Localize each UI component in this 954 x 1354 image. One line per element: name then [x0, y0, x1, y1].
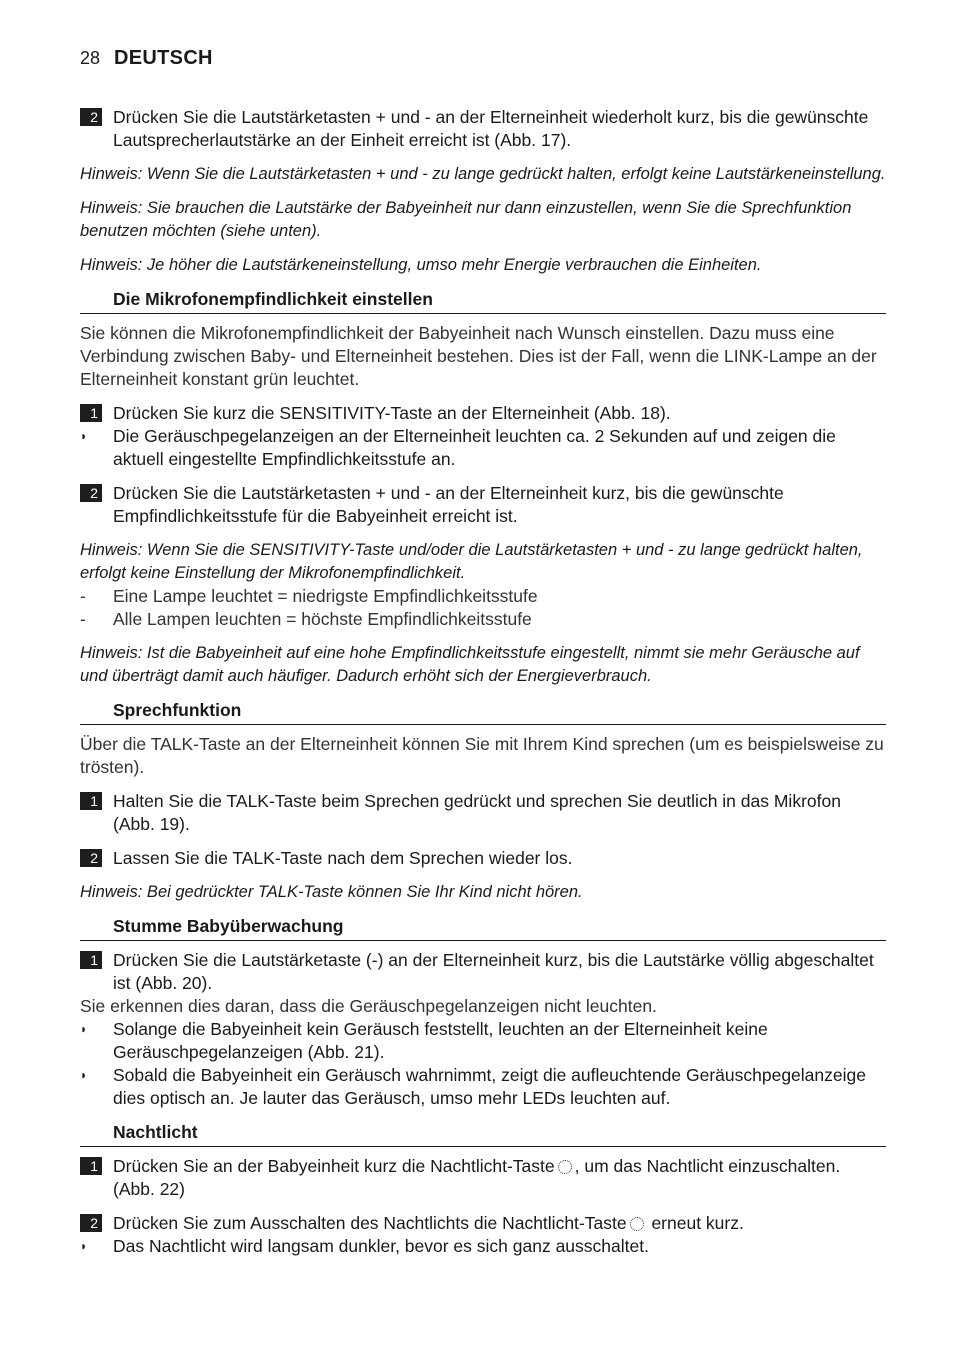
- step-number: 2: [80, 484, 102, 502]
- bullet-arrow-icon: ◗: [80, 429, 88, 443]
- note: Hinweis: Wenn Sie die Lautstärketasten + und - zu lange gedrückt halten, erfolgt keine Lautstärkeneinstellung.: [80, 165, 886, 183]
- section-intro: Sie können die Mikrofonempfindlichkeit der Babyeinheit nach Wunsch einstellen. Dazu muss eine Verbindung zwischen Baby- und Elterneinheit bestehen. Dies ist der Fall, wenn die LINK-Lampe an der Elterneinheit konstant grün leuchtet.: [80, 323, 877, 389]
- step-item: [80, 949, 886, 995]
- note: Hinweis: Bei gedrückter TALK-Taste können Sie Ihr Kind nicht hören.: [80, 883, 583, 901]
- bullet-arrow-icon: ◗: [80, 1022, 88, 1036]
- note: Hinweis: Ist die Babyeinheit auf eine hohe Empfindlichkeitsstufe eingestellt, nimmt sie mehr Geräusche auf und überträgt damit auch häufiger. Dadurch erhöht sich der Energieverbrauch.: [80, 644, 860, 685]
- dash-item: [80, 608, 886, 631]
- step-item: [80, 1212, 886, 1235]
- step-text-part: Drücken Sie zum Ausschalten des Nachtlichts die Nachtlicht-Taste: [113, 1213, 627, 1233]
- section-title-nachtlicht: Nachtlicht: [80, 1121, 886, 1147]
- page-number: 28: [80, 48, 101, 68]
- page-header: [80, 47, 213, 70]
- section-title-sprechfunktion: Sprechfunktion: [80, 699, 886, 725]
- dash-mark: -: [80, 586, 86, 606]
- bullet-arrow-icon: ◗: [80, 1239, 88, 1253]
- bullet-text: Sobald die Babyeinheit ein Geräusch wahrnimmt, zeigt die aufleuchtende Geräuschpegelanzeige dies optisch an. Je lauter das Geräusch, umso mehr LEDs leuchten auf.: [113, 1065, 866, 1108]
- step-item: [80, 847, 886, 870]
- bullet-item: [80, 1064, 886, 1110]
- step-text: [113, 1155, 886, 1201]
- note: Hinweis: Sie brauchen die Lautstärke der Babyeinheit nur dann einzustellen, wenn Sie die Sprechfunktion benutzen möchten (siehe unten).: [80, 199, 852, 240]
- step-item: [80, 790, 886, 836]
- note: Hinweis: Wenn Sie die SENSITIVITY-Taste und/oder die Lautstärketasten + und - zu lange gedrückt halten, erfolgt keine Einstellung der Mikrofonempfindlichkeit.: [80, 541, 863, 582]
- step-text-part: Drücken Sie an der Babyeinheit kurz die Nachtlicht-Taste: [113, 1156, 555, 1176]
- nightlight-icon: [558, 1160, 572, 1174]
- bullet-text: Die Geräuschpegelanzeigen an der Elterneinheit leuchten ca. 2 Sekunden auf und zeigen die aktuell eingestellte Empfindlichkeitsstufe an.: [113, 426, 836, 469]
- note: Hinweis: Je höher die Lautstärkeneinstellung, umso mehr Energie verbrauchen die Einheiten.: [80, 256, 762, 274]
- bullet-text: Das Nachtlicht wird langsam dunkler, bevor es sich ganz ausschaltet.: [113, 1236, 649, 1256]
- step-text: Drücken Sie die Lautstärketasten + und - an der Elterneinheit wiederholt kurz, bis die gewünschte Lautsprecherlautstärke an der Einheit erreicht ist (Abb. 17).: [113, 107, 869, 150]
- step-text: Halten Sie die TALK-Taste beim Sprechen gedrückt und sprechen Sie deutlich in das Mikrofon (Abb. 19).: [113, 791, 841, 834]
- step-number: 2: [80, 849, 102, 867]
- bullet-text: Solange die Babyeinheit kein Geräusch feststellt, leuchten an der Elterneinheit keine Geräuschpegelanzeigen (Abb. 21).: [113, 1019, 768, 1062]
- step-number: 1: [80, 792, 102, 810]
- bullet-item: [80, 425, 886, 471]
- step-text-part: , um das Nachtlicht einzuschalten. (Abb. 22): [113, 1156, 841, 1199]
- step-item: [80, 106, 886, 152]
- bullet-item: [80, 1235, 886, 1258]
- bullet-arrow-icon: ◗: [80, 1068, 88, 1082]
- step-number: 1: [80, 1157, 102, 1175]
- info-text: Sie erkennen dies daran, dass die Geräuschpegelanzeigen nicht leuchten.: [80, 996, 657, 1016]
- dash-text: Alle Lampen leuchten = höchste Empfindlichkeitsstufe: [113, 609, 532, 629]
- step-item: [80, 402, 886, 425]
- step-text: [113, 1212, 744, 1235]
- step-number: 2: [80, 1214, 102, 1232]
- language-title: DEUTSCH: [114, 47, 213, 69]
- step-text: Lassen Sie die TALK-Taste nach dem Sprechen wieder los.: [113, 848, 573, 868]
- step-text-part: erneut kurz.: [646, 1213, 744, 1233]
- step-number: 1: [80, 404, 102, 422]
- section-title-mikrofon: Die Mikrofonempfindlichkeit einstellen: [80, 288, 886, 314]
- section-intro: Über die TALK-Taste an der Elterneinheit können Sie mit Ihrem Kind sprechen (um es beispielsweise zu trösten).: [80, 734, 884, 777]
- step-text: Drücken Sie kurz die SENSITIVITY-Taste an der Elterneinheit (Abb. 18).: [113, 403, 671, 423]
- step-item: [80, 482, 886, 528]
- step-number: 1: [80, 951, 102, 969]
- dash-mark: -: [80, 609, 86, 629]
- step-text: Drücken Sie die Lautstärketasten + und - an der Elterneinheit kurz, bis die gewünschte Empfindlichkeitsstufe für die Babyeinheit erreicht ist.: [113, 483, 784, 526]
- bullet-item: [80, 1018, 886, 1064]
- section-title-stumme-babyueberwachung: Stumme Babyüberwachung: [80, 915, 886, 941]
- step-item: [80, 1155, 886, 1201]
- step-number: 2: [80, 108, 102, 126]
- page-content: [80, 106, 886, 1258]
- dash-item: [80, 585, 886, 608]
- dash-text: Eine Lampe leuchtet = niedrigste Empfindlichkeitsstufe: [113, 586, 538, 606]
- nightlight-icon: [630, 1217, 644, 1231]
- step-text: Drücken Sie die Lautstärketaste (-) an der Elterneinheit kurz, bis die Lautstärke völlig abgeschaltet ist (Abb. 20).: [113, 950, 874, 993]
